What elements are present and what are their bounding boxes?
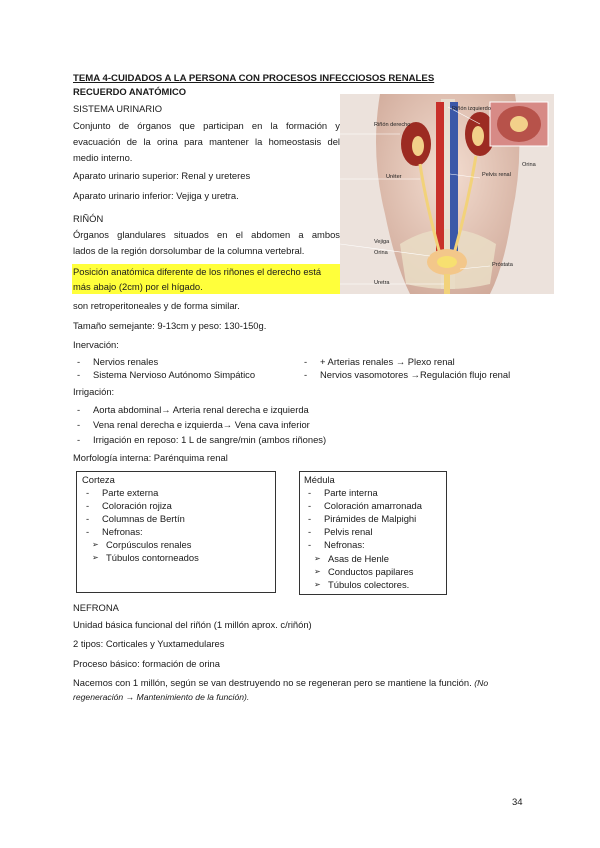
corteza-box: [76, 471, 276, 593]
medula-sublist: [304, 552, 413, 591]
corteza-title: Corteza: [82, 474, 115, 485]
list-item: - Aorta abdominal→ Arteria renal derecha e izquierda: [73, 402, 326, 417]
list-item: - Pirámides de Malpighi: [304, 512, 422, 525]
list-item: - Nervios renales: [73, 355, 255, 368]
page-number: 34: [512, 797, 523, 808]
urinario-text-line: evacuación de la orina para mantener la homeostasis del: [73, 136, 340, 147]
nefrona-note-end: regeneración → Mantenimiento de la función).: [73, 692, 250, 702]
list-item: ➢ Túbulos contorneados: [82, 551, 199, 564]
list-item: ➢ Conductos papilares: [304, 565, 413, 578]
inervacion-right-list: [300, 355, 510, 381]
label-prostata: Próstata: [492, 262, 513, 268]
urinario-superior: Aparato urinario superior: Renal y ureteres: [73, 170, 251, 181]
corteza-sublist: [82, 538, 199, 564]
list-item: ➢ Corpúsculos renales: [82, 538, 199, 551]
irrigacion-list: [73, 402, 326, 447]
label-orina-vejiga: Orina: [374, 250, 388, 256]
label-uretra: Uretra: [374, 280, 390, 286]
nefrona-nacemos: Nacemos con 1 millón, según se van destruyendo no se regeneran pero se mantiene la función.: [73, 677, 472, 688]
label-rinon-izquierdo: Riñón izquierdo: [452, 106, 491, 112]
anatomy-illustration: [340, 94, 554, 294]
list-item: - Nefronas:: [82, 525, 185, 538]
heading-irrigacion: Irrigación:: [73, 386, 115, 397]
nefrona-proceso: Proceso básico: formación de orina: [73, 658, 220, 669]
rinon-text-line: lados de la región dorsolumbar de la columna vertebral.: [73, 245, 305, 256]
rinon-highlight-line: más abajo (2cm) por el hígado.: [73, 281, 203, 292]
heading-morfologia: Morfología interna: Parénquima renal: [73, 452, 228, 463]
medula-box: [299, 471, 447, 595]
list-item: - Parte externa: [82, 486, 185, 499]
list-item: - Parte interna: [304, 486, 422, 499]
list-item: - Pelvis renal: [304, 525, 422, 538]
list-item: - Vena renal derecha e izquierda→ Vena cava inferior: [73, 417, 326, 432]
corteza-list: [82, 486, 185, 538]
rinon-highlight-line: Posición anatómica diferente de los riñones el derecho está: [73, 266, 322, 277]
nefrona-definicion: Unidad básica funcional del riñón (1 millón aprox. c/riñón): [73, 619, 312, 630]
page-title: TEMA 4-CUIDADOS A LA PERSONA CON PROCESOS INFECCIOSOS RENALES: [73, 73, 435, 84]
rinon-text-line: Órganos glandulares situados en el abdomen a ambos: [73, 229, 340, 240]
heading-rinon: RIÑÓN: [73, 213, 104, 224]
list-item: ➢ Asas de Henle: [304, 552, 413, 565]
urinario-text-line: medio interno.: [73, 152, 133, 163]
rinon-tamano: Tamaño semejante: 9-13cm y peso: 130-150g.: [73, 320, 267, 331]
label-pelvis-renal: Pelvis renal: [482, 172, 511, 178]
list-item: - Irrigación en reposo: 1 L de sangre/min (ambos riñones): [73, 432, 326, 447]
list-item: ➢ Túbulos colectores.: [304, 578, 413, 591]
medula-list: [304, 486, 422, 551]
list-item: - Coloración rojiza: [82, 499, 185, 512]
medula-title: Médula: [304, 474, 335, 485]
label-ureter: Uréter: [386, 174, 402, 180]
list-item: - Coloración amarronada: [304, 499, 422, 512]
label-rinon-derecho: Riñón derecho: [374, 122, 411, 128]
heading-nefrona: NEFRONA: [73, 602, 119, 613]
urinario-text-line: Conjunto de órganos que participan en la formación y: [73, 120, 340, 131]
list-item: - Sistema Nervioso Autónomo Simpático: [73, 368, 255, 381]
list-item: - Columnas de Bertín: [82, 512, 185, 525]
urinary-anatomy-figure: [340, 94, 554, 294]
label-vejiga: Vejiga: [374, 239, 390, 245]
label-orina: Orina: [522, 162, 536, 168]
inervacion-left-list: [73, 355, 255, 381]
nefrona-note-start: (No: [474, 678, 489, 688]
heading-sistema-urinario: SISTEMA URINARIO: [73, 103, 163, 114]
nefrona-tipos: 2 tipos: Corticales y Yuxtamedulares: [73, 638, 225, 649]
list-item: - Nefronas:: [304, 538, 422, 551]
heading-inervacion: Inervación:: [73, 339, 119, 350]
urinario-inferior: Aparato urinario inferior: Vejiga y uretra.: [73, 190, 239, 201]
nefrona-nacemos-line: [73, 677, 488, 689]
list-item: - Nervios vasomotores →Regulación flujo renal: [300, 368, 510, 381]
list-item: - + Arterias renales → Plexo renal: [300, 355, 510, 368]
rinon-retro: son retroperitoneales y de forma similar.: [73, 300, 240, 311]
section-subtitle: RECUERDO ANATÓMICO: [73, 86, 187, 97]
